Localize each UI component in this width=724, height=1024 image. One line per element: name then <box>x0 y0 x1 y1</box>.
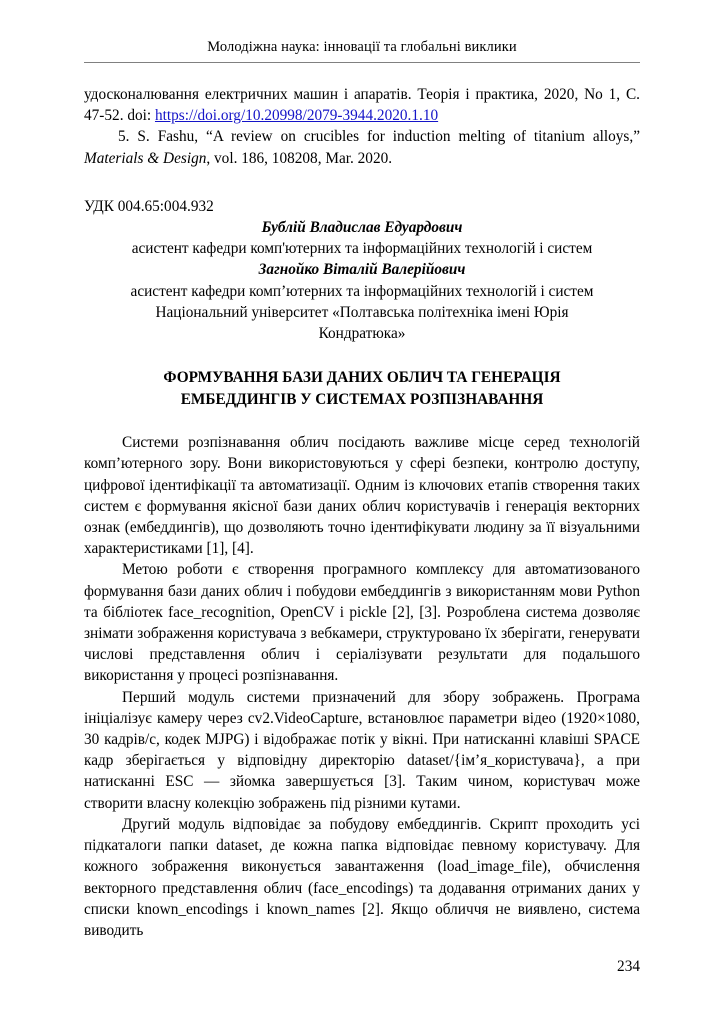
author-1-label: Бублій Владислав Едуардович <box>261 219 463 237</box>
header-divider <box>84 62 640 63</box>
body-paragraph: Перший модуль системи призначений для збору зображень. Програма ініціалізує камеру через cv2.VideoCapture, встановлює параметри відео (1920×1080, 30 кадрів/с, кодек MJPG) і відображає потік у вікні. При натисканні клавіші SPACE кадр зберігається у відповідну директорію dataset/{ім’я_користувача}, а при натисканні ESC — зйомка завершується [3]. Таким чином, користувач може створити власну колекцію зображень під різними кутами. <box>84 688 640 812</box>
article-title-line-2: ЕМБЕДДИНГІВ У СИСТЕМАХ РОЗПІЗНАВАННЯ <box>180 390 544 408</box>
author-name-2 <box>84 259 640 280</box>
institution-line-2: Кондратюка» <box>318 325 406 343</box>
doi-link[interactable]: https://doi.org/10.20998/2079-3944.2020.1.10 <box>154 107 439 125</box>
reference-5-suffix: , vol. 186, 108208, Mar. 2020. <box>206 149 393 167</box>
institution-line-1: Національний університет «Полтавська політехніка імені Юрія <box>155 303 569 321</box>
author-2-label: Загнойко Віталій Валерійович <box>258 261 466 279</box>
page-number: 234 <box>617 958 640 975</box>
author-affiliation-2: асистент кафедри комп’ютерних та інформаційних технологій і систем <box>130 282 594 300</box>
body-paragraph: Системи розпізнавання облич посідають важливе місце серед технологій комп’ютерного зору. Вони використовуються у сфері безпеки, контролю доступу, цифрової ідентифікації та автоматизації. Одним із ключових етапів створення таких систем є формування якісної бази даних облич користувачів і генерація векторних ознак (ембеддингів), що дозволяють точно ідентифікувати людину за її візуальними характеристиками [1], [4]. <box>84 434 640 558</box>
udk-code: УДК 004.65:004.932 <box>84 197 214 215</box>
reference-5-prefix: 5. S. Fashu, “A review on crucibles for induction melting of titanium alloys,” <box>118 128 640 146</box>
author-affiliation-1: асистент кафедри комп'ютерних та інформаційних технологій і систем <box>131 240 593 258</box>
reference-tail-text: удосконалювання електричних машин і апаратів. Теорія і практика, 2020, No 1, С. 47-52. doi: <box>84 86 640 125</box>
article-title-line-1: ФОРМУВАННЯ БАЗИ ДАНИХ ОБЛИЧ ТА ГЕНЕРАЦІЯ <box>163 369 561 387</box>
body-paragraph: Другий модуль відповідає за побудову ембеддингів. Скрипт проходить усі підкаталоги папки dataset, де кожна папка відповідає певному користувачу. Для кожного зображення виконується завантаження (load_image_file), обчислення векторного представлення облич (face_encodings) та додавання отриманих даних у списки known_encodings i known_names [2]. Якщо обличчя не виявлено, система виводить <box>84 815 640 939</box>
author-name-1 <box>84 217 640 238</box>
reference-5-journal: Materials & Design <box>84 149 207 167</box>
body-paragraph: Метою роботи є створення програмного комплексу для автоматизованого формування бази даних облич і побудови ембеддингів з використанням мови Python та бібліотек face_recognition, OpenCV i pickle [2], [3]. Розроблена система дозволяє знімати зображення користувача з вебкамери, структуровано їх зберігати, генерувати числові представлення облич і серіалізувати результати для подальшого використання у процесі розпізнавання. <box>84 561 640 685</box>
page-content <box>84 84 640 941</box>
reference-continuation <box>84 84 640 126</box>
reference-item-5 <box>84 126 640 168</box>
running-header: Молодіжна наука: інновації та глобальні виклики <box>207 39 517 55</box>
